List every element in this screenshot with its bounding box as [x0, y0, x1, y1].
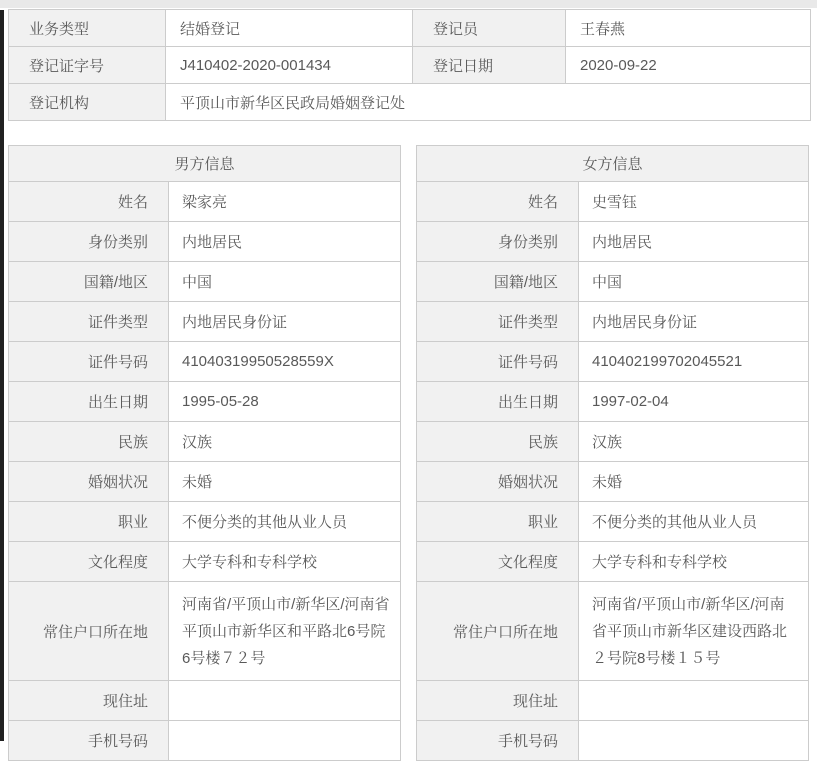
- field-label: 现住址: [417, 681, 579, 721]
- field-label: 现住址: [9, 681, 169, 721]
- field-value: [169, 721, 401, 761]
- table-row: [9, 10, 811, 47]
- field-value: 中国: [579, 262, 809, 302]
- certificate-number-value: J410402-2020-001434: [166, 47, 413, 84]
- bride-info-table: [416, 145, 809, 761]
- field-label: 证件号码: [417, 342, 579, 382]
- registration-summary-table: [8, 9, 811, 121]
- ethnicity-row: [417, 422, 809, 462]
- mobile-number-row: [9, 721, 401, 761]
- field-label: 婚姻状况: [417, 462, 579, 502]
- id-type-row: [9, 302, 401, 342]
- ethnicity-row: [9, 422, 401, 462]
- field-label: 姓名: [417, 182, 579, 222]
- business-type-value: 结婚登记: [166, 10, 413, 47]
- field-label: 文化程度: [9, 542, 169, 582]
- identity-type-row: [9, 222, 401, 262]
- field-value: 不便分类的其他从业人员: [169, 502, 401, 542]
- birth-date-row: [417, 382, 809, 422]
- field-label: 证件类型: [417, 302, 579, 342]
- field-label: 常住户口所在地: [417, 582, 579, 681]
- field-value: 汉族: [169, 422, 401, 462]
- current-address-row: [417, 681, 809, 721]
- groom-panel-title: 男方信息: [9, 146, 401, 182]
- field-value: [579, 681, 809, 721]
- field-label: 职业: [417, 502, 579, 542]
- table-row: [9, 84, 811, 121]
- table-row: [9, 47, 811, 84]
- table-row: [417, 146, 809, 182]
- registration-date-value: 2020-09-22: [566, 47, 811, 84]
- field-label: 国籍/地区: [417, 262, 579, 302]
- field-label: 婚姻状况: [9, 462, 169, 502]
- field-label: 身份类别: [9, 222, 169, 262]
- id-type-row: [417, 302, 809, 342]
- top-strip: [0, 0, 817, 8]
- marital-status-row: [9, 462, 401, 502]
- marital-status-row: [417, 462, 809, 502]
- field-value: 中国: [169, 262, 401, 302]
- field-value: 梁家亮: [169, 182, 401, 222]
- education-row: [417, 542, 809, 582]
- field-value: 河南省/平顶山市/新华区/河南省平顶山市新华区建设西路北２号院8号楼１５号: [579, 582, 809, 681]
- field-value: 史雪钰: [579, 182, 809, 222]
- household-address-row: [417, 582, 809, 681]
- field-label: 民族: [417, 422, 579, 462]
- registration-agency-value: 平顶山市新华区民政局婚姻登记处: [166, 84, 811, 121]
- field-label: 常住户口所在地: [9, 582, 169, 681]
- field-value: 内地居民身份证: [579, 302, 809, 342]
- id-number-row: [417, 342, 809, 382]
- business-type-label: 业务类型: [9, 10, 166, 47]
- field-label: 国籍/地区: [9, 262, 169, 302]
- field-value: 未婚: [169, 462, 401, 502]
- registrar-label: 登记员: [413, 10, 566, 47]
- field-value: 内地居民: [169, 222, 401, 262]
- field-value: 大学专科和专科学校: [169, 542, 401, 582]
- field-label: 手机号码: [417, 721, 579, 761]
- field-value: [169, 681, 401, 721]
- field-label: 文化程度: [417, 542, 579, 582]
- field-value: 1997-02-04: [579, 382, 809, 422]
- field-label: 姓名: [9, 182, 169, 222]
- field-value: 内地居民身份证: [169, 302, 401, 342]
- field-label: 职业: [9, 502, 169, 542]
- field-value: 汉族: [579, 422, 809, 462]
- field-label: 民族: [9, 422, 169, 462]
- current-address-row: [9, 681, 401, 721]
- registrar-value: 王春燕: [566, 10, 811, 47]
- nationality-row: [9, 262, 401, 302]
- name-row: [9, 182, 401, 222]
- field-value: 1995-05-28: [169, 382, 401, 422]
- certificate-number-label: 登记证字号: [9, 47, 166, 84]
- field-label: 证件号码: [9, 342, 169, 382]
- mobile-number-row: [417, 721, 809, 761]
- field-value: 未婚: [579, 462, 809, 502]
- field-value: 41040319950528559X: [169, 342, 401, 382]
- field-value: 不便分类的其他从业人员: [579, 502, 809, 542]
- identity-type-row: [417, 222, 809, 262]
- left-edge-bar: [0, 10, 4, 741]
- field-value: 河南省/平顶山市/新华区/河南省平顶山市新华区和平路北6号院6号楼７２号: [169, 582, 401, 681]
- occupation-row: [417, 502, 809, 542]
- birth-date-row: [9, 382, 401, 422]
- field-value: 内地居民: [579, 222, 809, 262]
- nationality-row: [417, 262, 809, 302]
- field-label: 出生日期: [417, 382, 579, 422]
- field-value: 大学专科和专科学校: [579, 542, 809, 582]
- occupation-row: [9, 502, 401, 542]
- registration-agency-label: 登记机构: [9, 84, 166, 121]
- education-row: [9, 542, 401, 582]
- field-label: 身份类别: [417, 222, 579, 262]
- name-row: [417, 182, 809, 222]
- table-row: [9, 146, 401, 182]
- bride-panel-title: 女方信息: [417, 146, 809, 182]
- groom-info-table: [8, 145, 401, 761]
- field-value: 410402199702045521: [579, 342, 809, 382]
- id-number-row: [9, 342, 401, 382]
- household-address-row: [9, 582, 401, 681]
- field-label: 证件类型: [9, 302, 169, 342]
- field-label: 出生日期: [9, 382, 169, 422]
- field-value: [579, 721, 809, 761]
- field-label: 手机号码: [9, 721, 169, 761]
- registration-date-label: 登记日期: [413, 47, 566, 84]
